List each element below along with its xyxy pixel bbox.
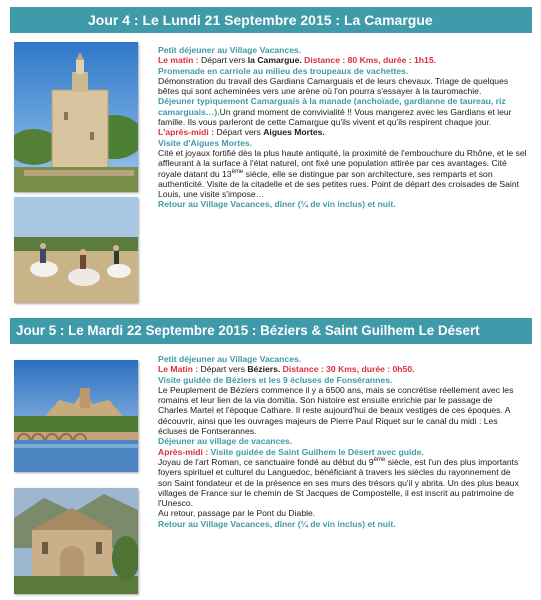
- day4-breakfast: Petit déjeuner au Village Vacances.: [158, 45, 302, 55]
- day5-text: [158, 354, 520, 529]
- day4-city: [158, 148, 528, 199]
- day5-afternoon: [158, 447, 520, 457]
- day4-afternoon-text: Départ vers: [214, 127, 264, 138]
- day4-distance: Distance : 80 Kms, durée : 1h15.: [301, 55, 436, 66]
- day4-city-sup: ème: [231, 168, 244, 175]
- day5-jewel-a: Joyau de l'art Roman, ce sanctuaire fondé au début du 9: [158, 456, 374, 467]
- day4-city-b: siècle, elle se distingue par son architecture, ses remparts et son authenticité. Visite de la citadelle et de ses petites rues. Point de départ des croisades de Saint Louis, une visite s'impose…: [158, 168, 520, 200]
- day5-devil: Au retour, passage par le Pont du Diable.: [158, 508, 316, 519]
- day5-return: Retour au Village Vacances, dîner (¼ de vin inclus) et nuit.: [158, 518, 396, 529]
- day4-lunch: [158, 96, 528, 127]
- day4-visit: Visite d'Aigues Mortes.: [158, 137, 253, 148]
- day4-return: Retour au Village Vacances, dîner (¼ de vin inclus) et nuit.: [158, 199, 396, 210]
- day5-morning-text: Départ vers: [198, 364, 248, 375]
- day4-morning-label: Le matin :: [158, 55, 199, 66]
- day4-title: Jour 4 : Le Lundi 21 Septembre 2015 : La Camargue: [88, 12, 433, 28]
- photo-beziers: [14, 360, 138, 472]
- day4-lunch-text: Un grand moment de convivialité !! Vous mangerez avec les Gardians et leur famille. Ils vous parleront de cette Camargue qu'ils vivent et qu'ils respirent chaque jour.: [158, 106, 512, 128]
- day4-city-a: Cité et joyaux fortifié dès la plus haute antiquité, la proximité de l'embouchure du Rhône, et le sel affleurant à la surface à l'état naturel, ont fixé une population attirée par ces avantages. Cité royale datant du 13: [158, 147, 527, 179]
- day4-morning: [158, 55, 528, 65]
- day5-afternoon-visit: Visite guidée de Saint Guilhem le Désert avec guide.: [208, 446, 424, 457]
- day4-lunch-label: Déjeuner typiquement Camarguais à la manade (anchoïade, gardianne de taureau, riz camarguais…).: [158, 96, 506, 117]
- day5-lunch: Déjeuner au village de vacances.: [158, 436, 293, 447]
- day4-ride: Promenade en carriole au milieu des troupeaux de vachettes.: [158, 65, 409, 76]
- day5-history: Le Peuplement de Béziers commence il y a 6500 ans, mais se concrétise réellement avec les romains et leur lien de la via domitia. Son histoire est ensuite enrichie par le passage de Charles Martel et l'époque Cathare. Il reste aujourd'hui de beaux vestiges de ces époques. A découvrir, ainsi que les ouvrages majeurs de Pierre Paul Riquet sur le canal du midi : Les écluses de Fontserannes.: [158, 384, 514, 437]
- day5-distance: Distance : 30 Kms, durée : 0h50.: [280, 364, 415, 375]
- day5-banner: [10, 318, 532, 344]
- day5-jewel-sup: ème: [373, 457, 386, 464]
- day5-title: Jour 5 : Le Mardi 22 Septembre 2015 : Béziers & Saint Guilhem Le Désert: [16, 323, 480, 338]
- day5-breakfast: Petit déjeuner au Village Vacances.: [158, 354, 302, 364]
- day4-text: [158, 45, 528, 210]
- day4-afternoon-label: L'après-midi :: [158, 127, 215, 138]
- day5-jewel: [158, 457, 520, 508]
- day5-morning-label: Le Matin :: [158, 364, 199, 375]
- photo-saint-guilhem: [14, 488, 138, 594]
- day4-banner: [10, 7, 532, 33]
- day5-morning-place: Béziers.: [247, 364, 281, 375]
- day5-afternoon-label: Après-midi :: [158, 446, 209, 457]
- day4-demo: Démonstration du travail des Gardians Camarguais et de leurs chevaux. Triage de quelques bêtes qui sont acheminées vers une arène où l'on pourra s'essayer à la tauromachie.: [158, 75, 509, 97]
- photo-constance-tower: [14, 42, 138, 192]
- day5-jewel-b: siècle, est l'un des plus importants foyers spirituel et culturel du Languedoc, bénéficiant à travers les siècles du rayonnement de son Saint fondateur et de la présence en ses murs des trésors qu'il y abrita. Un des plus beaux villages de France sur le chemin de St Jacques de Compostelle, il est inscrit au patrimoine de l'Unesco.: [158, 456, 519, 509]
- day4-afternoon: [158, 127, 528, 137]
- day4-morning-place: la Camargue.: [247, 55, 302, 66]
- day4-morning-text: Départ vers: [198, 55, 248, 66]
- day4-afternoon-place: Aigues Mortes.: [263, 127, 325, 138]
- day5-visit: Visite guidée de Béziers et les 9 écluses de Fonsérannes.: [158, 374, 393, 385]
- day5-morning: [158, 364, 520, 374]
- photo-gardians-horses: [14, 197, 138, 303]
